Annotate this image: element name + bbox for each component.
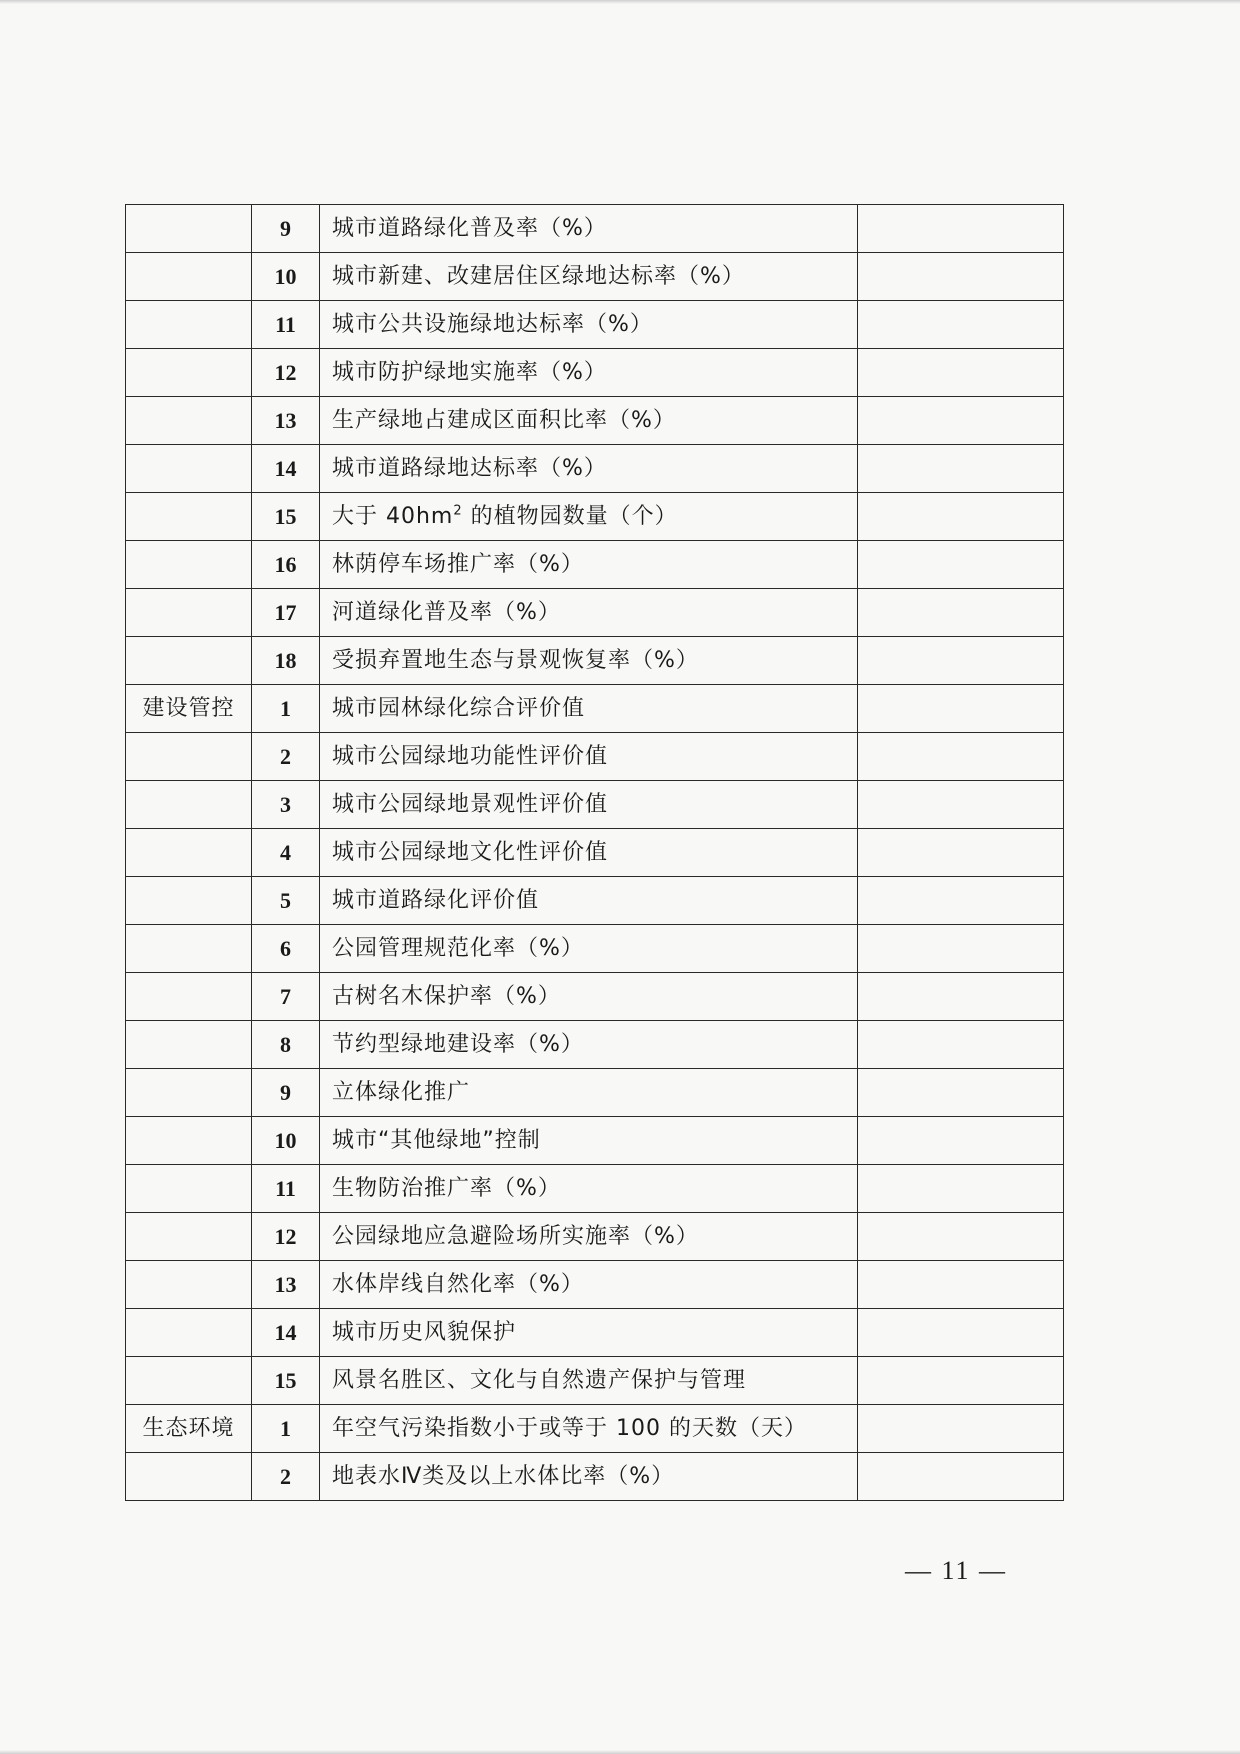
indicator-name-text: 地表水Ⅳ类及以上水体比率（%） <box>332 1463 675 1489</box>
indicator-name-text: 城市历史风貌保护 <box>332 1319 517 1345</box>
table-row <box>126 733 1064 781</box>
value-cell <box>858 205 1064 253</box>
category-cell <box>126 1453 252 1501</box>
table-row <box>126 253 1064 301</box>
value-cell <box>858 877 1064 925</box>
indicator-name-cell <box>320 205 858 253</box>
indicator-number-cell: 15 <box>252 1357 320 1405</box>
table-row <box>126 1453 1064 1501</box>
table-row <box>126 1357 1064 1405</box>
indicator-table-body <box>126 205 1064 1501</box>
category-cell: 生态环境 <box>126 1405 252 1453</box>
value-cell <box>858 301 1064 349</box>
category-cell <box>126 493 252 541</box>
table-row <box>126 541 1064 589</box>
indicator-name-cell <box>320 637 858 685</box>
table-row <box>126 1069 1064 1117</box>
table-row <box>126 829 1064 877</box>
table-row <box>126 1309 1064 1357</box>
category-cell <box>126 1021 252 1069</box>
value-cell <box>858 1069 1064 1117</box>
indicator-name-text: 古树名木保护率（%） <box>332 983 561 1009</box>
category-cell <box>126 349 252 397</box>
indicator-name-text: 河道绿化普及率（%） <box>332 599 561 625</box>
value-cell <box>858 541 1064 589</box>
table-row <box>126 973 1064 1021</box>
value-cell <box>858 781 1064 829</box>
indicator-name-cell <box>320 397 858 445</box>
indicator-name-cell <box>320 253 858 301</box>
indicator-number-cell: 14 <box>252 445 320 493</box>
indicator-table <box>125 204 1064 1501</box>
indicator-name-text: 城市公共设施绿地达标率（%） <box>332 311 653 337</box>
indicator-name-cell <box>320 781 858 829</box>
table-row <box>126 781 1064 829</box>
indicator-number-cell: 16 <box>252 541 320 589</box>
indicator-name-text: 大于 40hm <box>332 503 454 529</box>
indicator-number-cell: 15 <box>252 493 320 541</box>
indicator-name-text: 城市公园绿地文化性评价值 <box>332 839 609 865</box>
indicator-name-text: 生产绿地占建成区面积比率（%） <box>332 407 676 433</box>
indicator-name-cell <box>320 301 858 349</box>
value-cell <box>858 1405 1064 1453</box>
indicator-number-cell: 18 <box>252 637 320 685</box>
category-cell <box>126 829 252 877</box>
category-cell: 建设管控 <box>126 685 252 733</box>
category-cell <box>126 1309 252 1357</box>
indicator-number-cell: 13 <box>252 1261 320 1309</box>
value-cell <box>858 685 1064 733</box>
indicator-name-text: 立体绿化推广 <box>332 1079 471 1105</box>
indicator-name-text: 年空气污染指数小于或等于 100 的天数（天） <box>332 1415 807 1441</box>
indicator-name-cell <box>320 685 858 733</box>
value-cell <box>858 1309 1064 1357</box>
category-cell <box>126 1213 252 1261</box>
indicator-name-cell <box>320 1021 858 1069</box>
value-cell <box>858 733 1064 781</box>
indicator-name-text: 城市道路绿地达标率（%） <box>332 455 607 481</box>
table-row <box>126 589 1064 637</box>
category-cell <box>126 205 252 253</box>
indicator-name-text: 城市公园绿地功能性评价值 <box>332 743 609 769</box>
category-cell <box>126 637 252 685</box>
value-cell <box>858 397 1064 445</box>
indicator-number-cell: 3 <box>252 781 320 829</box>
indicator-number-cell: 1 <box>252 1405 320 1453</box>
category-cell <box>126 1261 252 1309</box>
category-cell <box>126 1165 252 1213</box>
indicator-name-cell <box>320 1309 858 1357</box>
table-row <box>126 1213 1064 1261</box>
unit-superscript: 2 <box>453 503 463 519</box>
value-cell <box>858 445 1064 493</box>
indicator-name-text: 城市“其他绿地”控制 <box>332 1127 541 1153</box>
indicator-name-text: 风景名胜区、文化与自然遗产保护与管理 <box>332 1367 747 1393</box>
value-cell <box>858 1453 1064 1501</box>
category-cell <box>126 301 252 349</box>
page-number: — 11 — <box>905 1556 1008 1585</box>
category-cell <box>126 1069 252 1117</box>
category-cell <box>126 781 252 829</box>
indicator-number-cell: 5 <box>252 877 320 925</box>
indicator-name-text: 公园绿地应急避险场所实施率（%） <box>332 1223 699 1249</box>
indicator-name-cell <box>320 1069 858 1117</box>
table-row <box>126 301 1064 349</box>
indicator-name-cell <box>320 733 858 781</box>
indicator-name-text: 林荫停车场推广率（%） <box>332 551 584 577</box>
indicator-name-cell <box>320 1405 858 1453</box>
indicator-name-cell <box>320 1165 858 1213</box>
table-row <box>126 397 1064 445</box>
table-row <box>126 685 1064 733</box>
indicator-name-text: 公园管理规范化率（%） <box>332 935 584 961</box>
category-cell <box>126 445 252 493</box>
category-cell <box>126 253 252 301</box>
table-row <box>126 445 1064 493</box>
category-cell <box>126 925 252 973</box>
table-row <box>126 1165 1064 1213</box>
value-cell <box>858 973 1064 1021</box>
category-cell <box>126 877 252 925</box>
category-cell <box>126 397 252 445</box>
indicator-name-text: 城市道路绿化评价值 <box>332 887 540 913</box>
indicator-number-cell: 6 <box>252 925 320 973</box>
indicator-name-cell <box>320 925 858 973</box>
indicator-number-cell: 8 <box>252 1021 320 1069</box>
indicator-name-cell <box>320 349 858 397</box>
value-cell <box>858 829 1064 877</box>
category-cell <box>126 589 252 637</box>
value-cell <box>858 1021 1064 1069</box>
indicator-number-cell: 4 <box>252 829 320 877</box>
category-cell <box>126 973 252 1021</box>
indicator-name-cell <box>320 1357 858 1405</box>
indicator-name-cell <box>320 445 858 493</box>
indicator-number-cell: 10 <box>252 1117 320 1165</box>
indicator-number-cell: 13 <box>252 397 320 445</box>
indicator-name-cell <box>320 589 858 637</box>
value-cell <box>858 1261 1064 1309</box>
value-cell <box>858 349 1064 397</box>
value-cell <box>858 925 1064 973</box>
indicator-name-text: 城市道路绿化普及率（%） <box>332 215 607 241</box>
indicator-number-cell: 2 <box>252 733 320 781</box>
indicator-number-cell: 2 <box>252 1453 320 1501</box>
value-cell <box>858 253 1064 301</box>
indicator-table-container <box>125 204 1057 1501</box>
indicator-name-text: 水体岸线自然化率（%） <box>332 1271 584 1297</box>
indicator-name-cell <box>320 493 858 541</box>
indicator-name-text: 生物防治推广率（%） <box>332 1175 561 1201</box>
value-cell <box>858 1117 1064 1165</box>
category-cell <box>126 1117 252 1165</box>
indicator-name-text: 节约型绿地建设率（%） <box>332 1031 584 1057</box>
scan-bottom-edge <box>0 1750 1240 1754</box>
value-cell <box>858 1165 1064 1213</box>
indicator-name-cell <box>320 829 858 877</box>
indicator-number-cell: 11 <box>252 1165 320 1213</box>
indicator-name-cell <box>320 1453 858 1501</box>
indicator-number-cell: 1 <box>252 685 320 733</box>
table-row <box>126 1021 1064 1069</box>
indicator-name-cell <box>320 1261 858 1309</box>
indicator-name-text: 城市防护绿地实施率（%） <box>332 359 607 385</box>
indicator-number-cell: 7 <box>252 973 320 1021</box>
value-cell <box>858 1357 1064 1405</box>
scan-top-edge <box>0 0 1240 4</box>
indicator-name-text: 城市园林绿化综合评价值 <box>332 695 586 721</box>
category-cell <box>126 541 252 589</box>
table-row <box>126 493 1064 541</box>
indicator-name-text: 城市公园绿地景观性评价值 <box>332 791 609 817</box>
indicator-number-cell: 17 <box>252 589 320 637</box>
indicator-number-cell: 11 <box>252 301 320 349</box>
value-cell <box>858 637 1064 685</box>
indicator-number-cell: 9 <box>252 205 320 253</box>
table-row <box>126 1405 1064 1453</box>
value-cell <box>858 589 1064 637</box>
category-cell <box>126 733 252 781</box>
table-row <box>126 1261 1064 1309</box>
category-cell <box>126 1357 252 1405</box>
indicator-name-cell <box>320 541 858 589</box>
indicator-name-suffix: 的植物园数量（个） <box>462 503 678 529</box>
indicator-number-cell: 10 <box>252 253 320 301</box>
table-row <box>126 205 1064 253</box>
indicator-name-cell <box>320 1213 858 1261</box>
indicator-number-cell: 12 <box>252 349 320 397</box>
indicator-name-text: 城市新建、改建居住区绿地达标率（%） <box>332 263 745 289</box>
indicator-number-cell: 9 <box>252 1069 320 1117</box>
value-cell <box>858 493 1064 541</box>
indicator-number-cell: 12 <box>252 1213 320 1261</box>
indicator-name-text: 受损弃置地生态与景观恢复率（%） <box>332 647 699 673</box>
table-row <box>126 1117 1064 1165</box>
table-row <box>126 925 1064 973</box>
table-row <box>126 637 1064 685</box>
indicator-name-cell <box>320 1117 858 1165</box>
indicator-number-cell: 14 <box>252 1309 320 1357</box>
indicator-name-cell <box>320 973 858 1021</box>
table-row <box>126 349 1064 397</box>
value-cell <box>858 1213 1064 1261</box>
table-row <box>126 877 1064 925</box>
indicator-name-cell <box>320 877 858 925</box>
